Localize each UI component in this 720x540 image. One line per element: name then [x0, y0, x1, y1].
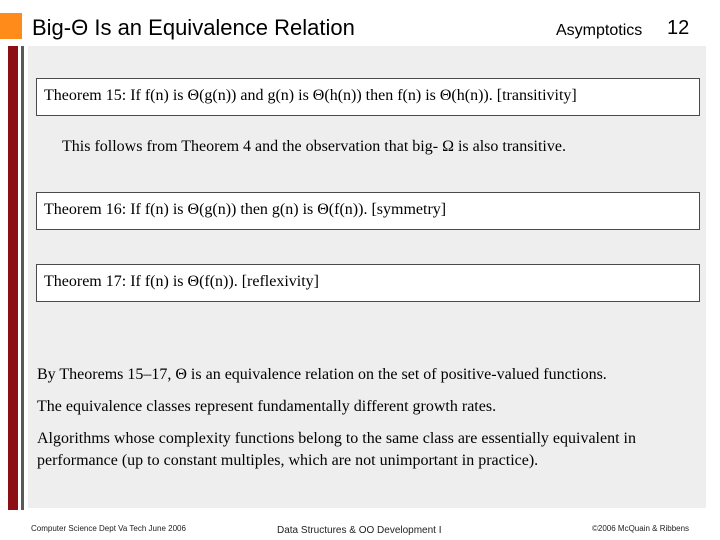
theorem-16-box: [36, 192, 700, 230]
footer-right: ©2006 McQuain & Ribbens: [592, 524, 690, 533]
page-number: 12: [667, 17, 690, 39]
section-label: Asymptotics: [556, 22, 643, 39]
theorem-17-box: [36, 264, 700, 302]
left-accent-bar: [8, 46, 18, 510]
slide-title: Big-Θ Is an Equivalence Relation: [32, 15, 355, 40]
theorem-17-text: Theorem 17: If f(n) is Θ(f(n)). [reflexivity]: [44, 273, 319, 290]
left-divider-line: [21, 46, 24, 510]
accent-square: [0, 13, 22, 39]
footer-center: Data Structures & OO Development I: [277, 525, 442, 536]
transitivity-note: This follows from Theorem 4 and the observation that big- Ω is also transitive.: [62, 138, 566, 155]
paragraph-growth-rates: The equivalence classes represent fundamentally different growth rates.: [37, 398, 497, 415]
theorem-16-text: Theorem 16: If f(n) is Θ(g(n)) then g(n) is Θ(f(n)). [symmetry]: [44, 201, 447, 218]
paragraph-equivalence: By Theorems 15–17, Θ is an equivalence relation on the set of positive-valued functions.: [37, 366, 607, 383]
theorem-15-box: [36, 78, 700, 116]
footer-left: Computer Science Dept Va Tech June 2006: [31, 524, 186, 533]
paragraph-algorithms: Algorithms whose complexity functions belong to the same class are essentially equivalent in performance (up to constant multiples, which are not unimportant in practice).: [37, 430, 636, 469]
theorem-15-text: Theorem 15: If f(n) is Θ(g(n)) and g(n) is Θ(h(n)) then f(n) is Θ(h(n)). [transitivity]: [44, 87, 577, 104]
